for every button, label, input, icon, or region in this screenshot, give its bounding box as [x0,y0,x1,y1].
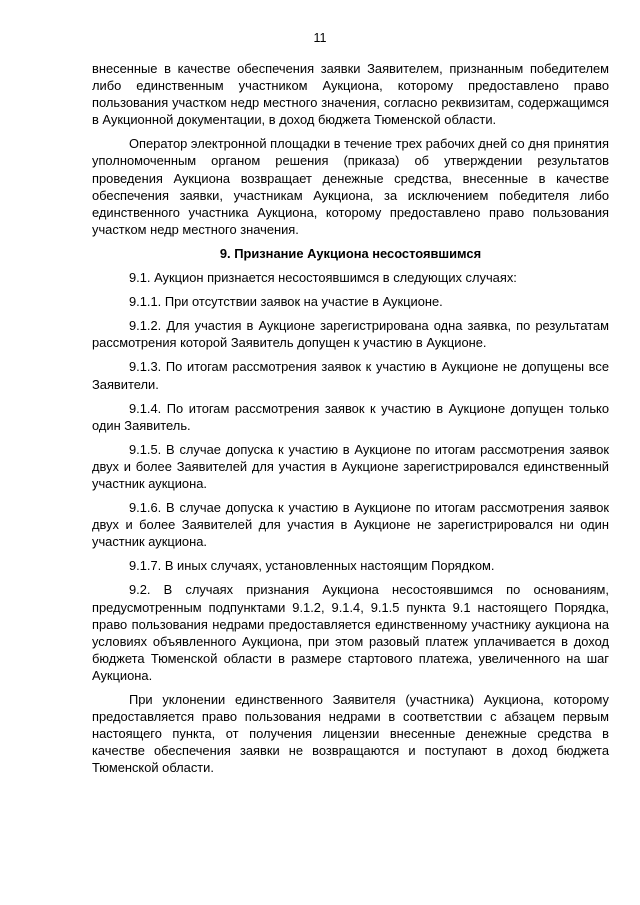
paragraph-9-1-1: 9.1.1. При отсутствии заявок на участие в Аукционе. [129,294,443,310]
paragraph-9-2: 9.2. В случаях признания Аукциона несостоявшимся по основаниям, предусмотренным подпунктами 9.1.2, 9.1.4, 9.1.5 пункта 9.1 настоящего Порядка, право пользования недрами предоставляется единственному участнику аукциона на условиях объявленного Аукциона, при этом разовый платеж уплачивается в доход бюджета Тюменской области в размере стартового платежа, увеличенного на шаг Аукциона. [92,582,609,683]
paragraph-9-1-2: 9.1.2. Для участия в Аукционе зарегистрирована одна заявка, по результатам рассмотрения которой Заявитель допущен к участию в Аукционе. [92,318,609,351]
paragraph-9-1: 9.1. Аукцион признается несостоявшимся в следующих случаях: [129,270,517,286]
paragraph-9-1-3: 9.1.3. По итогам рассмотрения заявок к участию в Аукционе не допущены все Заявители. [92,359,609,392]
paragraph-9-1-4: 9.1.4. По итогам рассмотрения заявок к участию в Аукционе допущен только один Заявитель. [92,400,609,433]
paragraph-9-1-5: 9.1.5. В случае допуска к участию в Аукционе по итогам рассмотрения заявок двух и более Заявителей для участия в Аукционе зарегистрировался единственный участник аукциона. [92,441,609,491]
paragraph-9-1-7: 9.1.7. В иных случаях, установленных настоящим Порядком. [129,558,495,574]
paragraph-9-2-evasion: При уклонении единственного Заявителя (участника) Аукциона, которому предоставляется право пользования недрами в соответствии с абзацем первым настоящего пункта, от получения лицензии внесенные денежные средства в качестве обеспечения заявки не возвращаются и поступают в доход бюджета Тюменской области. [92,692,609,776]
paragraph-9-1-6: 9.1.6. В случае допуска к участию в Аукционе по итогам рассмотрения заявок двух и более Заявителей для участия в Аукционе не зарегистрировался ни один участник аукциона. [92,500,609,550]
section-heading: 9. Признание Аукциона несостоявшимся [219,245,482,261]
document-body [92,60,609,783]
paragraph-continuation: внесенные в качестве обеспечения заявки Заявителем, признанным победителем либо единственным участником Аукциона, которому предоставлено право пользования участком недр местного значения, согласно реквизитам, содержащимся в Аукционной документации, в доход бюджета Тюменской области. [92,61,609,128]
page-number: 11 [313,31,327,45]
paragraph-operator-refund: Оператор электронной площадки в течение трех рабочих дней со дня принятия уполномоченным органом решения (приказа) об утверждении результатов проведения Аукциона возвращает денежные средства, внесенные в качестве обеспечения заявки, участникам Аукциона, за исключением победителя либо единственного участника Аукциона, которому предоставлено право пользования участком недр местного значения. [92,136,609,237]
